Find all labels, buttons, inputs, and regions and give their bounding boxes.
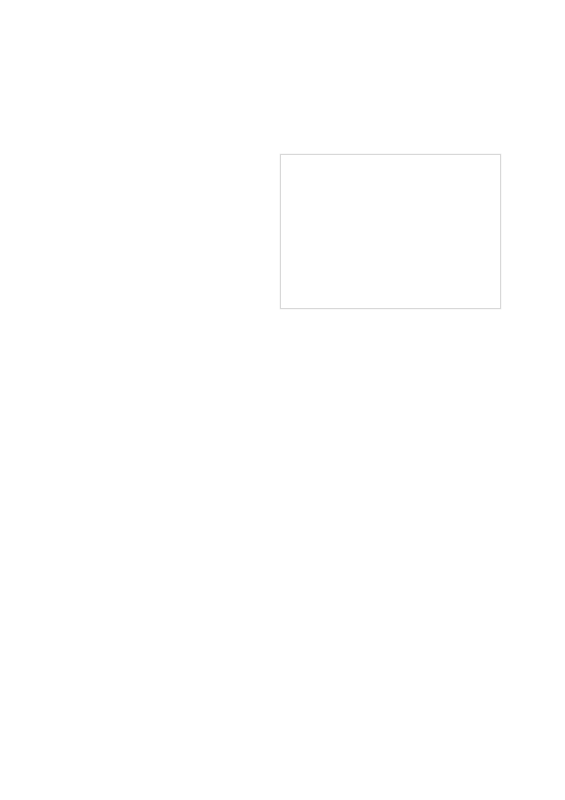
bar-chart[interactable]	[280, 154, 501, 309]
